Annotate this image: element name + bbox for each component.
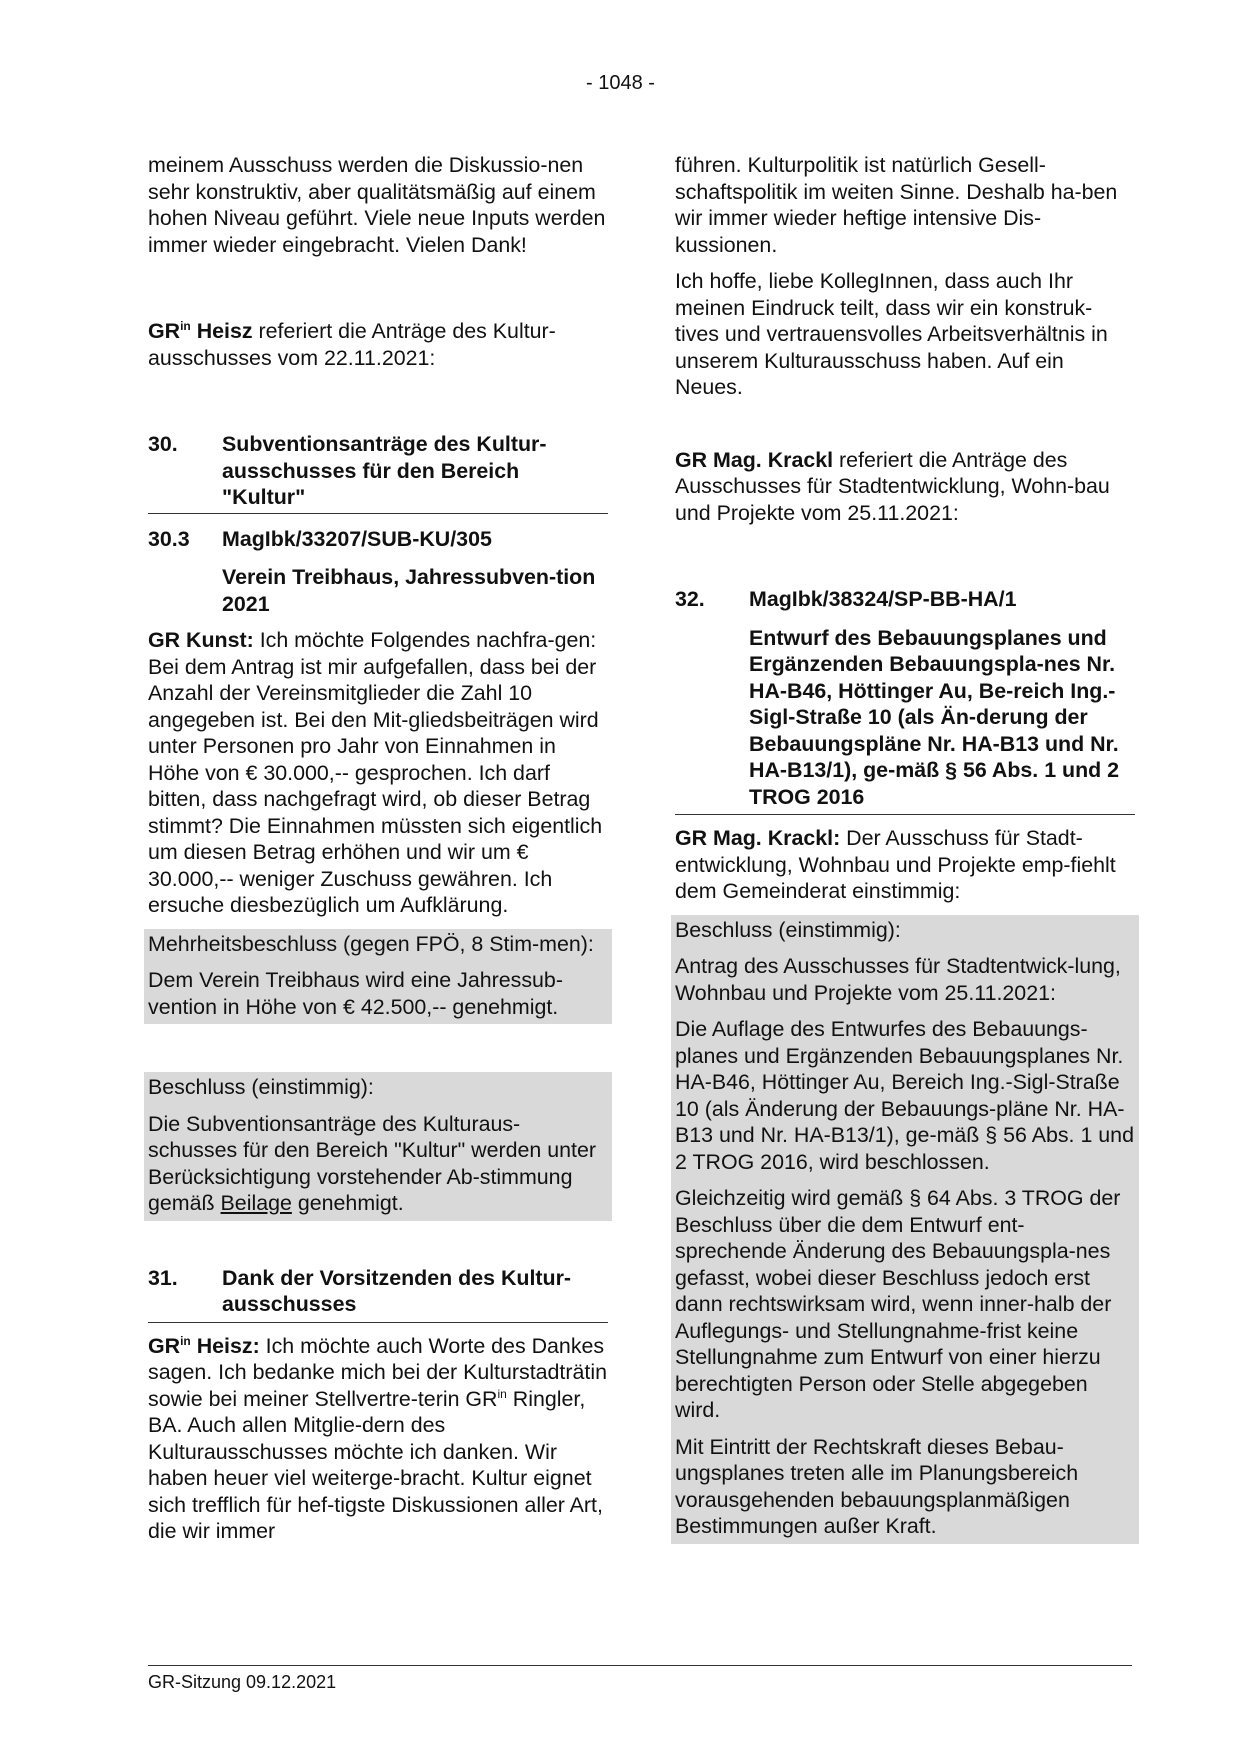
- footer: GR-Sitzung 09.12.2021: [148, 1672, 337, 1692]
- resolution-box: Beschluss (einstimmig): Antrag des Ausschusses für Stadtentwick-lung, Wohnbau und Projekte vom 25.11.2021: Die Auflage des Entwurfes des Bebauungs-planes und Ergänzenden Bebauungsplanes Nr. HA-B46, Höttinger Au, Bereich Ing.-Sigl-Straße 10 (als Änderung der Bebauungs-pläne Nr. HA-B13 und Nr. HA-B13/1), ge-mäß § 56 Abs. 1 und 2 TROG 2016, wird beschlossen. Gleichzeitig wird gemäß § 64 Abs. 3 TROG der Beschluss über die dem Entwurf ent-sprechende Änderung des Bebauungspla-nes gefasst, wobei dieser Beschluss jedoch erst dann rechtswirksam wird, wenn inner-halb der Auflegungs- und Stellungnahme-frist keine Stellungnahme zum Entwurf von einer hierzu berechtigten Person oder Stelle abgegeben wird. Mit Eintritt der Rechtskraft dieses Bebau-ungsplanes treten alle im Planungsbereich vorausgehenden bebauungsplanmäßigen Bestimmungen außer Kraft.: [671, 915, 1139, 1544]
- speaker-paragraph: $GR^{in}$ Heisz referiert die Anträge des Kultur-ausschusses vom 22.11.2021:: [148, 318, 556, 370]
- resolution-box: Mehrheitsbeschluss (gegen FPÖ, 8 Stim-men): Dem Verein Treibhaus wird eine Jahressub-vention in Höhe von € 42.500,-- genehmigt.: [144, 929, 612, 1025]
- footer-rule: [148, 1665, 1132, 1666]
- section-heading-32: 32. MagIbk/38324/SP-BB-HA/1: [675, 587, 1017, 611]
- beilage-link[interactable]: Beilage: [220, 1191, 292, 1215]
- speaker-paragraph: $GR^{in}$ Heisz: Ich möchte auch Worte des Dankes sagen. Ich bedanke mich bei der Kulturstadträtin sowie bei meiner Stellvertre-terin $GR^{in}$ Ringler, BA. Auch allen Mitglie-dern des Kulturausschusses möchte ich danken. Wir haben heuer viel weiterge-bracht. Kultur eignet sich trefflich für hef-tigste Diskussionen aller Art, die wir immer: [148, 1333, 607, 1543]
- page-number: - 1048 -: [586, 72, 655, 94]
- speaker-paragraph: GR Mag. Krackl referiert die Anträge des Ausschusses für Stadtentwicklung, Wohn-bau und Projekte vom 25.11.2021:: [675, 447, 1110, 525]
- section-subtitle-32: Entwurf des Bebauungsplanes und Ergänzenden Bebauungspla-nes Nr. HA-B46, Höttinger Au, Be-reich Ing.-Sigl-Straße 10 (als Än-derung der Bebauungspläne Nr. HA-B13 und Nr. HA-B13/1), ge-mäß § 56 Abs. 1 und 2 TROG 2016: [675, 625, 1135, 816]
- section-subtitle: Verein Treibhaus, Jahressubven-tion 2021: [222, 565, 596, 616]
- speaker-paragraph: GR Mag. Krackl: Der Ausschuss für Stadt-entwicklung, Wohnbau und Projekte emp-fiehlt dem Gemeinderat einstimmig:: [675, 826, 1116, 903]
- left-column: [148, 152, 608, 1545]
- right-column: [675, 152, 1135, 1544]
- paragraph: Ich hoffe, liebe KollegInnen, dass auch Ihr meinen Eindruck teilt, dass wir ein konstruk-tives und vertrauensvolles Arbeitsverhältnis in unserem Kulturausschuss haben. Auf ein Neues.: [675, 269, 1108, 399]
- section-heading-30: 30. Subventionsanträge des Kultur-ausschusses für den Bereich "Kultur": [148, 432, 547, 509]
- section-heading-30-3: 30.3 MagIbk/33207/SUB-KU/305: [148, 526, 492, 551]
- section-heading-31: 31. Dank der Vorsitzenden des Kultur-ausschusses: [148, 1265, 608, 1323]
- speaker-paragraph: GR Kunst: Ich möchte Folgendes nachfra-gen: Bei dem Antrag ist mir aufgefallen, dass bei der Anzahl der Vereinsmitglieder die Zahl 10 angegeben ist. Bei den Mit-gliedsbeiträgen wird unter Personen pro Jahr von Einnahmen in Höhe von € 30.000,-- gesprochen. Ich darf bitten, dass nachgefragt wird, ob dieser Betrag stimmt? Die Einnahmen müssten sich eigentlich um diesen Betrag erhöhen und wir um € 30.000,-- weniger Zuschuss gewähren. Ich ersuche diesbezüglich um Aufklärung.: [148, 628, 603, 917]
- paragraph: meinem Ausschuss werden die Diskussio-nen sehr konstruktiv, aber qualitätsmäßig auf einem hohen Niveau geführt. Viele neue Inputs werden immer wieder eingebracht. Vielen Dank!: [148, 153, 606, 257]
- resolution-box: Beschluss (einstimmig): Die Subventionsanträge des Kulturaus-schusses für den Bereich "Kultur" werden unter Berücksichtigung vorstehender Ab-stimmung gemäß Beilage genehmigt.: [144, 1072, 612, 1221]
- paragraph: führen. Kulturpolitik ist natürlich Gesell-schaftspolitik im weiten Sinne. Deshalb ha-ben wir immer wieder heftige intensive Dis-kussionen.: [675, 153, 1118, 257]
